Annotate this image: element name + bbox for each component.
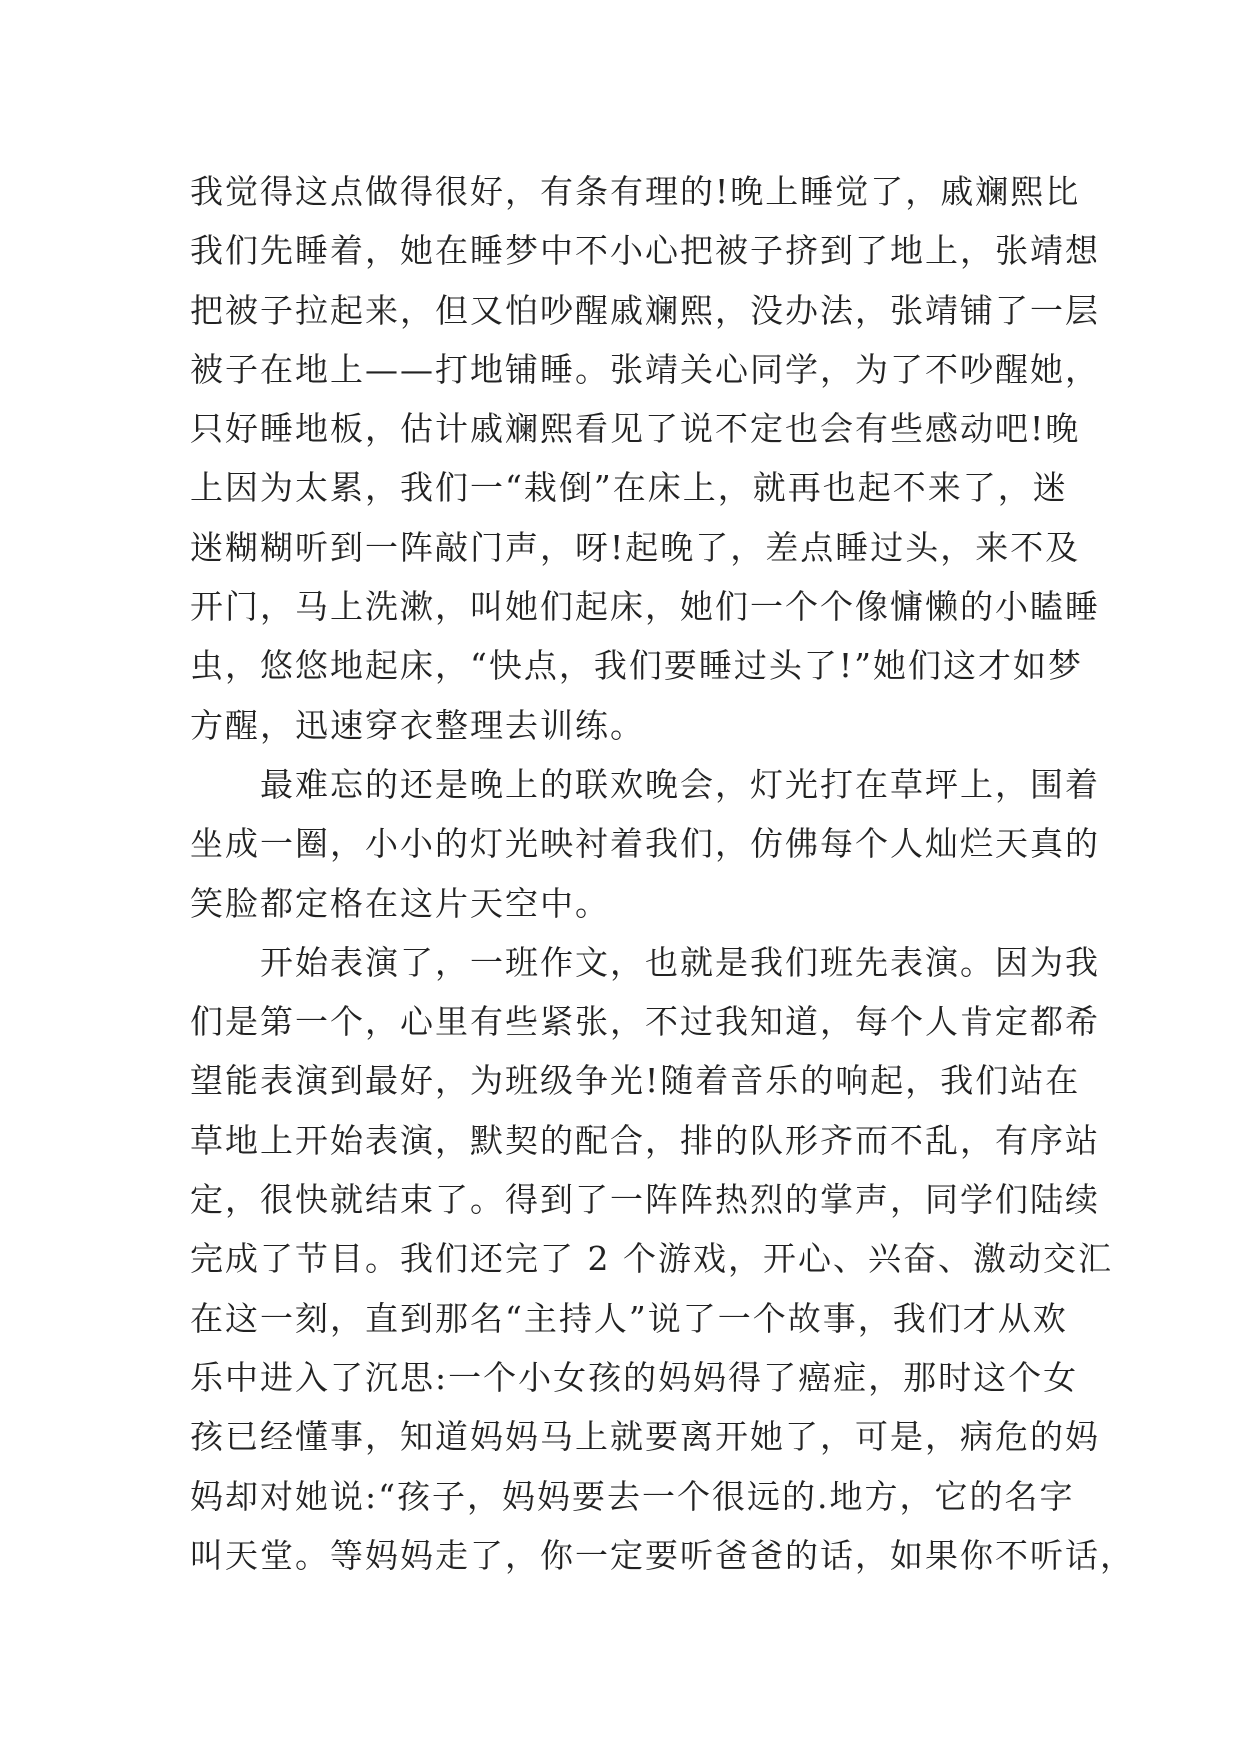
text-line: 们是第一个，心里有些紧张，不过我知道，每个人肯定都希 <box>190 1002 1100 1042</box>
text-line: 妈却对她说:“孩子，妈妈要去一个很远的.地方，它的名字 <box>190 1476 1075 1516</box>
text-line: 坐成一圈，小小的灯光映衬着我们，仿佛每个人灿烂天真的 <box>190 824 1100 864</box>
text-line: 定，很快就结束了。得到了一阵阵热烈的掌声，同学们陆续 <box>190 1180 1100 1220</box>
text-line: 完成了节目。我们还完了 2 个游戏，开心、兴奋、激动交汇 <box>190 1239 1113 1279</box>
text-line: 把被子拉起来，但又怕吵醒戚斓熙，没办法，张靖铺了一层 <box>190 290 1100 330</box>
text-line: 只好睡地板，估计戚斓熙看见了说不定也会有些感动吧!晚 <box>190 409 1081 449</box>
text-line: 上因为太累，我们一“栽倒”在床上，就再也起不来了，迷 <box>190 468 1068 508</box>
text-line: 最难忘的还是晚上的联欢晚会，灯光打在草坪上，围着 <box>190 764 1100 804</box>
text-line: 孩已经懂事，知道妈妈马上就要离开她了，可是，病危的妈 <box>190 1417 1100 1457</box>
text-line: 开门，马上洗漱，叫她们起床，她们一个个像慵懒的小瞌睡 <box>190 587 1100 627</box>
text-line: 开始表演了，一班作文，也就是我们班先表演。因为我 <box>190 942 1100 982</box>
text-line: 我们先睡着，她在睡梦中不小心把被子挤到了地上，张靖想 <box>190 231 1100 271</box>
text-line: 迷糊糊听到一阵敲门声，呀!起晚了，差点睡过头，来不及 <box>190 527 1081 567</box>
text-line: 方醒，迅速穿衣整理去训练。 <box>190 705 645 745</box>
text-line: 草地上开始表演，默契的配合，排的队形齐而不乱，有序站 <box>190 1120 1100 1160</box>
text-line: 虫，悠悠地起床，“快点，我们要睡过头了!”她们这才如梦 <box>190 646 1084 686</box>
text-line: 在这一刻，直到那名“主持人”说了一个故事，我们才从欢 <box>190 1298 1068 1338</box>
text-line: 叫天堂。等妈妈走了，你一定要听爸爸的话，如果你不听话， <box>190 1535 1135 1575</box>
text-line: 望能表演到最好，为班级争光!随着音乐的响起，我们站在 <box>190 1061 1081 1101</box>
body-text <box>190 162 1135 1585</box>
text-line: 乐中进入了沉思:一个小女孩的妈妈得了癌症，那时这个女 <box>190 1357 1079 1397</box>
text-line: 我觉得这点做得很好，有条有理的!晚上睡觉了，戚斓熙比 <box>190 172 1081 211</box>
text-line: 被子在地上——打地铺睡。张靖关心同学，为了不吵醒她， <box>190 349 1100 389</box>
text-line: 笑脸都定格在这片天空中。 <box>190 883 610 923</box>
